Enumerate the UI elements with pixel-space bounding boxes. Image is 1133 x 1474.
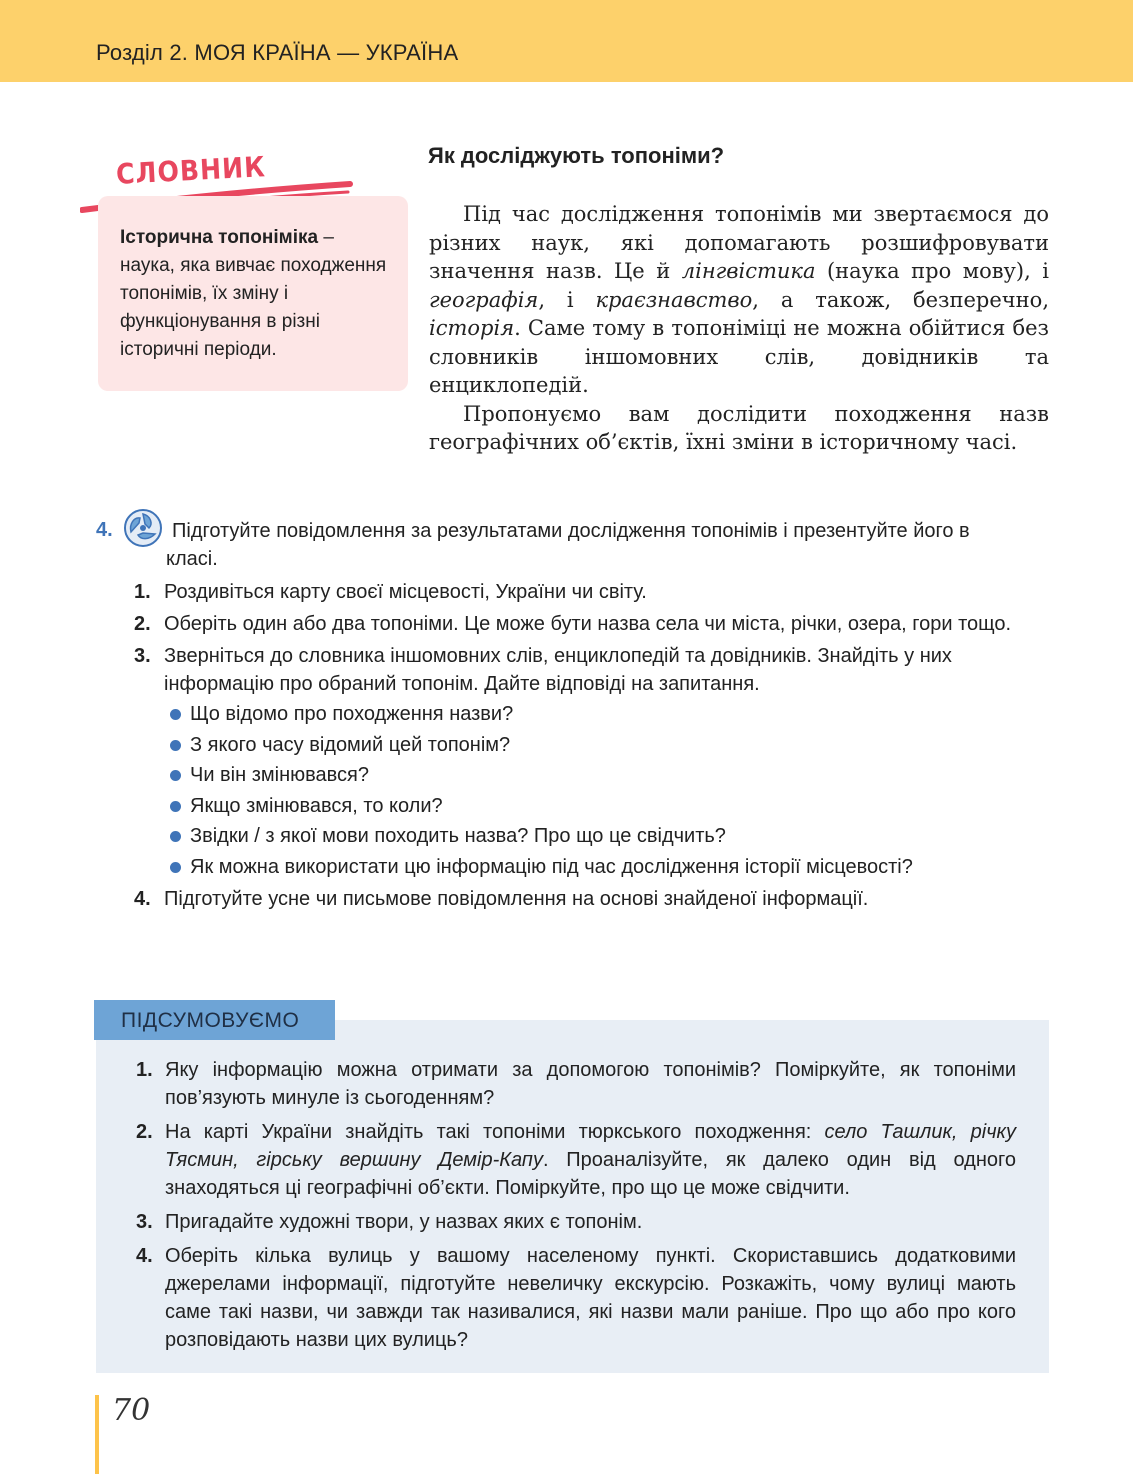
step-2: 2. Оберіть один або два топоніми. Це може бути назва села чи міста, річки, озера, гори тощо.: [134, 613, 1012, 635]
question-item: Як можна використати цю інформацію під час дослідження історії місцевості?: [168, 853, 1034, 881]
page-number: 70: [112, 1393, 151, 1428]
question-item: З якого часу відомий цей топонім?: [168, 731, 1034, 759]
task-text: Підготуйте повідомлення за результатами дослідження топонімів і презентуйте його в класі.: [166, 520, 970, 570]
question-item: Звідки / з якої мови походить назва? Про що це свідчить?: [168, 822, 1034, 850]
summary-item-4: 4. Оберіть кілька вулиць у вашому населеному пункті. Скориставшись додатковими джерелами інформації, підготуйте невеличку екскурсію. Розкажіть, чому вулиці мають саме такі назви, чи завжди так називалися, які назви мали раніше. Про що або про кого розповідають назви цих вулиць?: [136, 1245, 1016, 1351]
step-4: 4. Підготуйте усне чи письмове повідомлення на основі знайденої інформації.: [134, 887, 869, 910]
section-heading: Як досліджують топоніми?: [428, 143, 725, 168]
question-list: [168, 700, 1034, 881]
summary-item-2: 2. На карті України знайдіть такі топоніми тюркського походження: село Ташлик, річку Тясмин, гірську вершину Демір-Капу. Проаналізуйте, як далеко один від одного знаходяться ці географічні об’єкти. Поміркуйте, про що це може свідчити.: [136, 1121, 1017, 1199]
question-item: Якщо змінювався, то коли?: [168, 792, 1034, 820]
glossary-term: Історична топоніміка: [120, 227, 319, 248]
main-text: [429, 200, 1049, 457]
summary-item-3: 3. Пригадайте художні твори, у назвах яких є топонім.: [136, 1211, 643, 1233]
summary-list: [136, 1056, 1016, 1360]
summary-label: ПІДСУМОВУЄМО: [121, 1009, 300, 1032]
glossary-definition-text: – наука, яка вивчає походження топонімів, їх зміну і функціонування в різні історичні періоди.: [120, 227, 387, 360]
summary-item-1: 1. Яку інформацію можна отримати за допомогою топонімів? Поміркуйте, як топоніми пов’язують минуле із сьогоденням?: [136, 1059, 1016, 1109]
group-work-icon: [121, 506, 165, 550]
question-item: Що відомо про походження назви?: [168, 700, 1034, 728]
question-item: Чи він змінювався?: [168, 761, 1034, 789]
paragraph-2: Пропонуємо вам дослідити походження назв географічних об’єктів, їхні зміни в історичному часі.: [429, 401, 1049, 454]
task-steps: [134, 578, 1034, 917]
chapter-title: Розділ 2. МОЯ КРАЇНА — УКРАЇНА: [96, 40, 459, 65]
paragraph-1: Під час дослідження топонімів ми звертаємося до різних наук, які допомагають розшифровувати значення назв. Це й лінгвістика (наука про мову), і географія, і краєзнавство, а також, безперечно, історія. Саме тому в топоніміці не можна обійтися без словників іншомовних слів, довідників та енциклопедій.: [429, 202, 1049, 397]
page-margin-bar: [95, 1395, 99, 1474]
glossary-definition: [120, 224, 390, 364]
step-3: 3. Зверніться до словника іншомовних слів, енциклопедій та довідників. Знайдіть у них інформацію про обраний топонім. Дайте відповіді на запитання. Що відомо про походження назви? З якого часу відомий цей топонім? Чи він змінювався? Якщо змінювався, то коли? Звідки / з якої мови походить назва? Про що це свідчить? Як можна використати цю інформацію під час дослідження історії місцевості?: [134, 642, 1034, 881]
task-number: 4.: [96, 519, 113, 541]
page-header: [0, 0, 1133, 82]
glossary-label: СЛОВНИК: [115, 150, 267, 191]
step-1: 1. Роздивіться карту своєї місцевості, України чи світу.: [134, 581, 647, 603]
